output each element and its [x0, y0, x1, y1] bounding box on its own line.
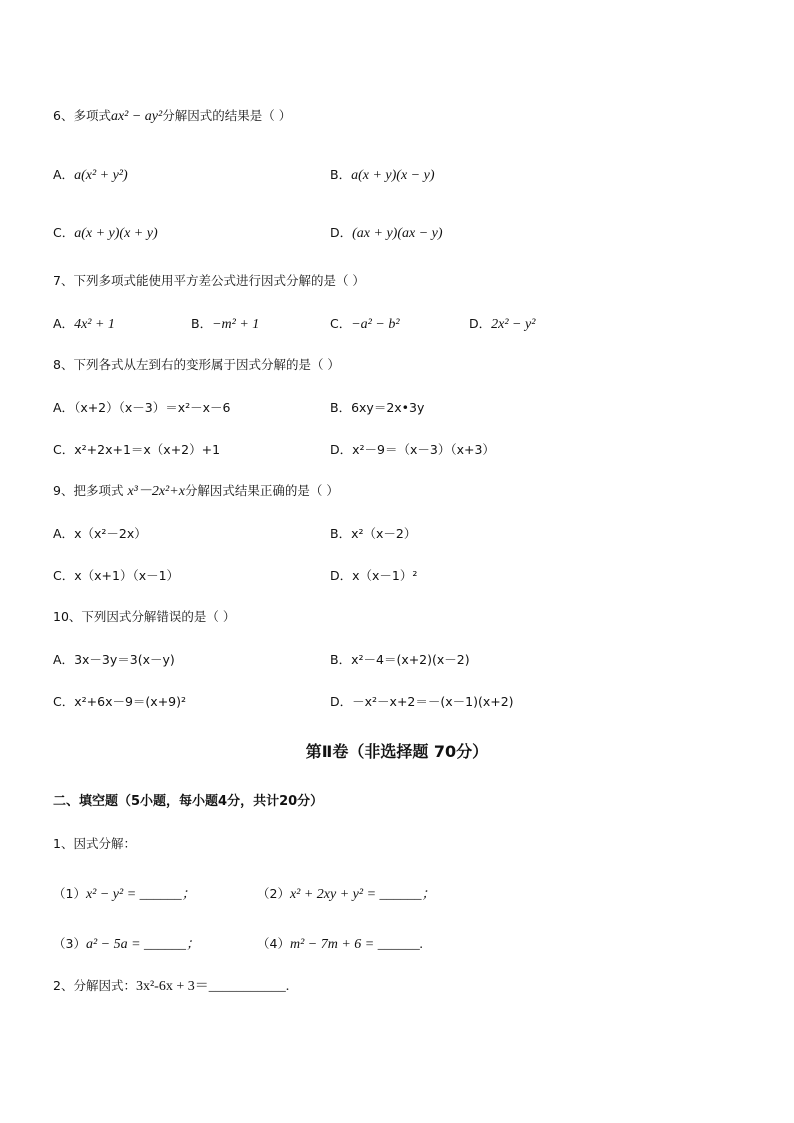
- option-label: A．: [53, 167, 75, 182]
- item-expression: x² − y² = ______；: [85, 887, 196, 902]
- option-label: C．: [330, 316, 352, 331]
- q9-stem: [53, 482, 339, 501]
- option-label: A．: [53, 526, 75, 541]
- q6-option-c: [53, 224, 158, 243]
- q7-option-a: [53, 315, 115, 334]
- option-expression: x（x²－2x）: [74, 526, 147, 541]
- fill-q1-item-1: [53, 885, 196, 904]
- q7-stem: 7、下列多项式能使用平方差公式进行因式分解的是（ ）: [53, 273, 365, 288]
- option-expression: x（x－1）²: [352, 568, 418, 583]
- option-label: B．: [330, 167, 352, 182]
- fill-q1-item-3: [53, 935, 200, 954]
- q10-option-d: [330, 693, 514, 711]
- option-label: C．: [53, 442, 75, 457]
- option-expression: x²+6x－9＝(x+9)²: [74, 694, 187, 709]
- q10-option-a: [53, 651, 175, 669]
- option-expression: x²+2x+1＝x（x+2）+1: [74, 442, 221, 457]
- option-label: B．: [191, 316, 213, 331]
- fill-q2-expression: 3x²-6x + 3＝___________.: [135, 979, 290, 994]
- option-label: D．: [330, 225, 353, 240]
- fill-q2: [53, 977, 289, 996]
- option-label: D．: [330, 568, 353, 583]
- q6-stem-text: 6、多项式: [53, 108, 111, 123]
- option-label: D．: [330, 694, 353, 709]
- option-label: D．: [330, 442, 353, 457]
- q8-option-d: [330, 441, 495, 459]
- option-label: B．: [330, 400, 352, 415]
- q6-option-d: [330, 224, 443, 243]
- section-fill-in-title: 二、填空题（5小题，每小题4分，共计20分）: [53, 794, 324, 809]
- q9-option-d: [330, 567, 417, 585]
- option-label: A．: [53, 400, 75, 415]
- q9-expression: x³－2x²+x: [127, 484, 185, 499]
- q7-option-d: [469, 315, 535, 334]
- option-expression: −m² + 1: [212, 317, 260, 332]
- option-label: B．: [330, 652, 352, 667]
- fill-q1-item-4: [257, 935, 423, 954]
- item-expression: m² − 7m + 6 = ______.: [289, 937, 424, 952]
- q10-option-c: [53, 693, 186, 711]
- option-label: B．: [330, 526, 352, 541]
- item-label: （4）: [257, 936, 290, 951]
- q6-option-b: [330, 166, 434, 185]
- q6-expression: ax² − ay²: [110, 109, 163, 124]
- option-expression: x（x+1）（x－1）: [74, 568, 180, 583]
- item-label: （2）: [257, 886, 290, 901]
- q8-stem: 8、下列各式从左到右的变形属于因式分解的是（ ）: [53, 357, 340, 372]
- fill-q1-item-2: [257, 885, 436, 904]
- option-expression: a(x² + y²): [74, 168, 128, 183]
- q7-option-b: [191, 315, 259, 334]
- q9-stem-text: 9、把多项式: [53, 483, 124, 498]
- q7-option-c: [330, 315, 400, 334]
- fill-q2-stem: 2、分解因式：: [53, 978, 136, 993]
- q8-option-a: [53, 399, 231, 417]
- option-expression: x²（x－2）: [351, 526, 417, 541]
- q9-stem-tail: 分解因式结果正确的是（ ）: [184, 483, 339, 498]
- option-label: A．: [53, 316, 75, 331]
- q9-option-a: [53, 525, 147, 543]
- option-expression: 2x² − y²: [491, 317, 536, 332]
- option-label: C．: [53, 694, 75, 709]
- option-expression: 4x² + 1: [74, 317, 115, 332]
- item-label: （3）: [53, 936, 86, 951]
- q9-option-b: [330, 525, 416, 543]
- option-expression: a(x + y)(x + y): [74, 226, 158, 241]
- q6-option-a: [53, 166, 128, 185]
- q9-option-c: [53, 567, 179, 585]
- q6-stem-tail: 分解因式的结果是（ ）: [162, 108, 292, 123]
- part-two-heading: 第Ⅱ卷（非选择题 70分）: [305, 742, 489, 761]
- q6-stem: [53, 107, 291, 126]
- option-expression: 3x－3y＝3(x－y): [74, 652, 175, 667]
- option-label: C．: [53, 568, 75, 583]
- q8-option-b: [330, 399, 424, 417]
- fill-q1-stem: 1、因式分解：: [53, 836, 136, 851]
- option-label: C．: [53, 225, 75, 240]
- option-expression: x²－9＝（x－3）（x+3）: [352, 442, 495, 457]
- option-expression: （x+2）（x－3）＝x²－x－6: [74, 400, 231, 415]
- option-expression: −a² − b²: [351, 317, 400, 332]
- option-expression: a(x + y)(x − y): [351, 168, 435, 183]
- option-expression: －x²－x+2＝－(x－1)(x+2): [352, 694, 514, 709]
- option-expression: 6xy＝2x•3y: [351, 400, 425, 415]
- option-expression: x²－4＝(x+2)(x－2): [351, 652, 470, 667]
- option-expression: (ax + y)(ax − y): [352, 226, 443, 241]
- option-label: D．: [469, 316, 492, 331]
- q8-option-c: [53, 441, 220, 459]
- item-expression: a² − 5a = ______；: [85, 937, 201, 952]
- item-expression: x² + 2xy + y² = ______；: [289, 887, 436, 902]
- option-label: A．: [53, 652, 75, 667]
- q10-option-b: [330, 651, 470, 669]
- item-label: （1）: [53, 886, 86, 901]
- q10-stem: 10、下列因式分解错误的是（ ）: [53, 609, 236, 624]
